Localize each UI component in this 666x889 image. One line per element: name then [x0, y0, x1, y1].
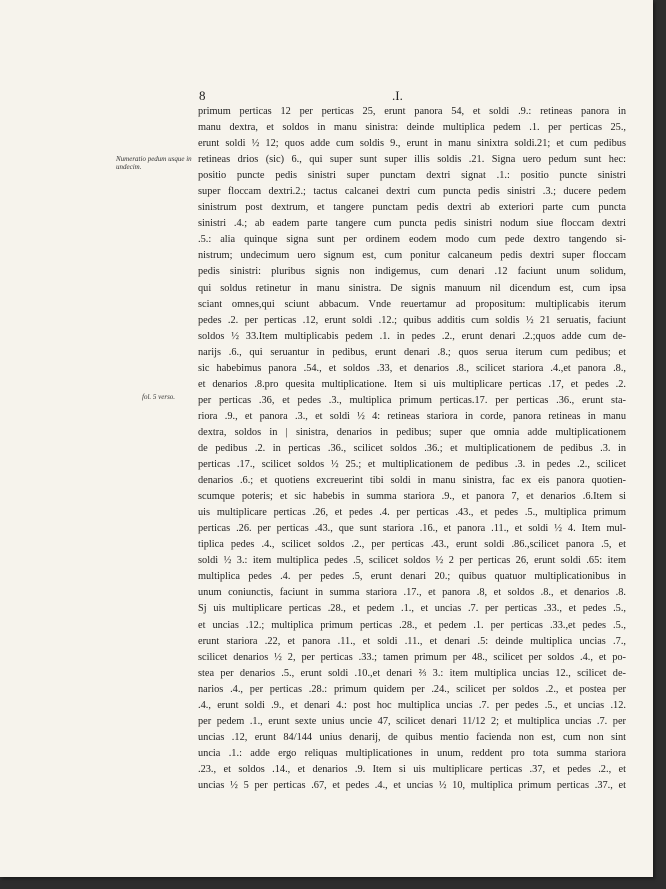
text-line: sciant omnes,qui sciunt abbacum. Vnde reuertamur ad propositum: multiplicabis iterum: [198, 298, 626, 310]
text-line: sinistri .4.; ab eadem parte tangere cum puncta pedis sinistri nodum siue floccam dextri: [198, 218, 626, 230]
text-line: .23., et soldos .14., et denarios .9. Item si uis multiplicare perticas .37, et pedes .2., et: [198, 763, 626, 775]
text-line: perticas .26. per perticas .43., que sunt stariora .16., et panora .11., et soldi ½ 4. Item mul-: [198, 523, 626, 535]
text-line: uncias .12, erunt 84/144 unius denarij, de quibus mentio facienda non est, cum non sint: [198, 731, 626, 743]
text-line: sic habebimus panora .54., et soldos .33, et denarios .8., scilicet stariora .4.,et panora .8.,: [198, 362, 626, 374]
text-line: primum perticas 12 per perticas 25, erunt panora 54, et soldi .9.: retineas panora in: [198, 106, 626, 117]
page-header: [199, 88, 624, 104]
text-line: uis multiplicare perticas .26, et pedes .4. per perticas .43., et pedes .5., multiplica primum: [198, 507, 626, 519]
running-head: .I.: [392, 88, 403, 103]
text-line: pedis sinistri: pluribus signis non indigemus, cum denari .12 faciunt unum solidum,: [198, 266, 626, 278]
text-line: nistrum; undecimum uero signum est, cum ponitur calcaneum pedis dextri super floccam: [198, 250, 626, 262]
text-line: .5.: alia quinque signa sunt per ordinem eodem modo cum pede dextro tangendo si-: [198, 234, 626, 246]
text-line: dextra, soldos in | sinistra, denarios in pedibus; super que omnia adde multiplicationem: [198, 426, 626, 438]
text-line: unum coniunctis, faciunt in summa stariora .17., et panora .8, et soldos .8., et denarios .8.: [198, 587, 626, 599]
text-line: tiplica pedes .4., scilicet soldos .2., per perticas .43., erunt soldi .86.,scilicet panora .5, et: [198, 539, 626, 551]
text-line: erunt stariora .22, et panora .11., et soldi .11., et denari .5: deinde multiplica uncias .7.,: [198, 635, 626, 647]
text-line: et uncias .12.; multiplica primum perticas .28., et pedem .1. per perticas .33.,et pedes .5.,: [198, 619, 626, 631]
text-line: perticas .17., scilicet soldos ½ 25.; et multiplicationem de pedibus .3. in pedes .2., scilicet: [198, 459, 626, 471]
text-line: riora .9., et panora .3., et soldi ½ 4: retineas stariora in corde, panora retineas in manu: [198, 410, 626, 422]
text-line: positio puncte pedis sinistri super punctam dextri signat .1.: positio puncte sinistri: [198, 170, 626, 182]
text-line: narios .4., per perticas .28.: primum quidem per .24., scilicet per soldos .2., et postea per: [198, 683, 626, 695]
text-line: multiplica pedes .4. per pedes .5, erunt denari 20.; quibus quatuor multiplicationibus in: [198, 571, 626, 583]
text-line: pedes .2. per perticas .12, erunt soldi .12.; quibus additis cum soldis ½ 21 seruatis, faciunt: [198, 314, 626, 326]
text-line: soldi ½ 3.: item multiplica pedes .5, scilicet soldos ½ 2 per perticas 26, erunt soldi .65: item: [198, 555, 626, 567]
text-line: super floccam dextri.2.; tactus calcanei dextri cum puncta pedis sinistri .3.; ducere pedem: [198, 186, 626, 198]
text-line: uncia .1.: adde ergo reliquas multiplicationes in unum, reddent pro tota summa stariora: [198, 747, 626, 759]
text-line: .4., erunt soldi .9., et denari 4.: post hoc multiplica uncias .7. per pedes .5., et uncias .12.: [198, 699, 626, 711]
text-line: retineas drios (sic) 6., qui super sunt super illis soldis .21. Signa uero pedum sunt hec:: [198, 154, 626, 166]
text-line: denarios .6.; et quotiens excreuerint tibi soldi in manu sinistra, fac ex eis panora quotien-: [198, 475, 626, 487]
margin-note: fol. 5 verso.: [142, 393, 176, 401]
text-line: et denarios .8.pro quesita multiplicatione. Item si uis multiplicare perticas .17, et pedes .2.: [198, 378, 626, 390]
body-text: [198, 104, 626, 794]
text-line: scilicet denarios ½ 2, per perticas .33.; tamen primum per 48., scilicet per soldos .4., et po-: [198, 651, 626, 663]
text-line: erunt soldi ½ 12; quos adde cum soldis 9., erunt in manu sinixtra soldi.21; et cum pedibus: [198, 138, 626, 150]
text-line: de pedibus .2. in perticas .36., scilicet soldos .36.; et multiplicationem de pedibus .3. in: [198, 442, 626, 454]
margin-note: Numeratio pedum usque in undecim.: [116, 155, 192, 171]
text-line: soldos ½ 33.Item multiplicabis pedem .1. in pedes .2., erunt denari .2.;quos adde cum de-: [198, 330, 626, 342]
text-line: narijs .6., qui seruantur in pedibus, erunt denari .8.; quos serua iterum cum pedibus; et: [198, 346, 626, 358]
text-line: uncias ½ 5 per perticas .67, et pedes .4., et uncias ½ 10, multiplica primum perticas .37., et: [198, 779, 626, 791]
text-line: per perticas .36, et pedes .3., multiplica primum perticas.17. per perticas .36., erunt sta-: [198, 394, 626, 406]
text-line: per pedem .1., erunt sexte unius uncie 47, scilicet denari 11/12 2; et multiplica uncias .7. per: [198, 715, 626, 727]
text-line: sinistrum post dextrum, et tangere punctam pedis dextri ab exteriori parte cum puncta: [198, 202, 626, 214]
text-line: qui soldus retinetur in manu sinistra. De signis manuum nil dicendum est, cum ipsa: [198, 282, 626, 294]
text-line: Sj uis multiplicare perticas .28., et pedem .1., et uncias .7. per perticas .33., et pedes .5.,: [198, 603, 626, 615]
text-line: stea per denarios .5., erunt soldi .10.,et denari ⅔ 3.: item multiplica uncias 12., scilicet de-: [198, 667, 626, 679]
text-line: scumque poteris; et sic habebis in summa stariora .9., et panora 7, et denarios .6.Item si: [198, 491, 626, 503]
text-line: manu dextra, et soldos in manu sinistra: deinde multiplica pedem .1. per perticas 25.,: [198, 122, 626, 134]
page-number: 8: [199, 88, 206, 103]
